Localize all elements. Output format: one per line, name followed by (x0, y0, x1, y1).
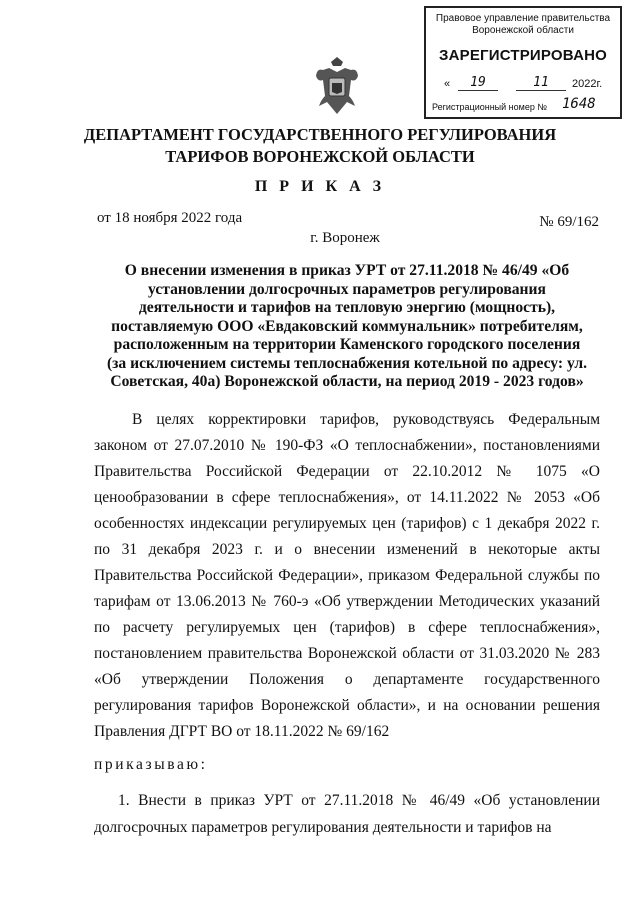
stamp-authority-line1: Правовое управление правительства (435, 13, 611, 24)
city: г. Воронеж (310, 230, 380, 246)
preamble (94, 407, 600, 745)
stamp-date (444, 75, 614, 94)
order-number: № 69/162 (539, 214, 599, 230)
order-word: П Р И К А З (254, 178, 386, 195)
order-heading: О внесении изменения в приказ УРТ от 27.11.2018 № 46/49 «Об установлении долгосрочных параметров регулирования деятельности и тарифов на тепловую энергию (мощность), поставляемую ООО «Евдаковский коммунальник» потребителям, расположенным на территории Каменского городского поселения (за исключением системы теплоснабжения котельной по адресу: ул. Советская, 40а) Воронежской области, на период 2019 - 2023 годов» (106, 262, 588, 390)
stamp-reg-label: Регистрационный номер № (432, 102, 548, 112)
order-date: от 18 ноября 2022 года (97, 210, 243, 226)
department-title (70, 124, 570, 168)
item-1-text: 1. Внести в приказ УРТ от 27.11.2018 № 46/49 «Об установлении долгосрочных параметров регулирования деятельности и тарифов на (94, 792, 600, 836)
item-1 (94, 787, 600, 841)
stamp-day: 19 (458, 75, 498, 91)
stamp-reg-number: 1648 (562, 96, 596, 112)
coat-of-arms-icon (315, 56, 359, 116)
stamp-month: 11 (516, 75, 566, 91)
stamp-registered: ЗАРЕГИСТРИРОВАНО (438, 47, 608, 64)
registration-stamp (424, 6, 622, 119)
preamble-paragraph: В целях корректировки тарифов, руководствуясь Федеральным законом от 27.07.2010 № 190-ФЗ «О теплоснабжении», постановлениями Правительства Российской Федерации от 22.10.2012 № 1075 «О ценообразовании в сфере теплоснабжения», от 14.11.2022 № 2053 «Об особенностях индексации регулируемых цен (тарифов) с 1 декабря 2022 г. по 31 декабря 2023 г. и о внесении изменений в некоторые акты Правительства Российской Федерации», приказом Федеральной службы по тарифам от 13.06.2013 № 760-э «Об утверждении Методических указаний по расчету регулируемых цен (тарифов) в сфере теплоснабжения», постановлением правительства Воронежской области от 31.03.2020 № 283 «Об утверждении Положения о департаменте государственного регулирования тарифов Воронежской области», и на основании решения Правления ДГРТ ВО от 18.11.2022 № 69/162 (94, 411, 600, 740)
department-title-line2: ТАРИФОВ ВОРОНЕЖСКОЙ ОБЛАСТИ (165, 147, 475, 166)
prikazyvayu: приказываю: (94, 756, 208, 773)
stamp-year: 2022г. (572, 78, 603, 90)
stamp-authority-line2: Воронежской области (472, 25, 574, 36)
stamp-quote: « (444, 78, 451, 90)
department-title-line1: ДЕПАРТАМЕНТ ГОСУДАРСТВЕННОГО РЕГУЛИРОВАНИЯ (83, 125, 557, 144)
stamp-reg-row (432, 96, 618, 112)
